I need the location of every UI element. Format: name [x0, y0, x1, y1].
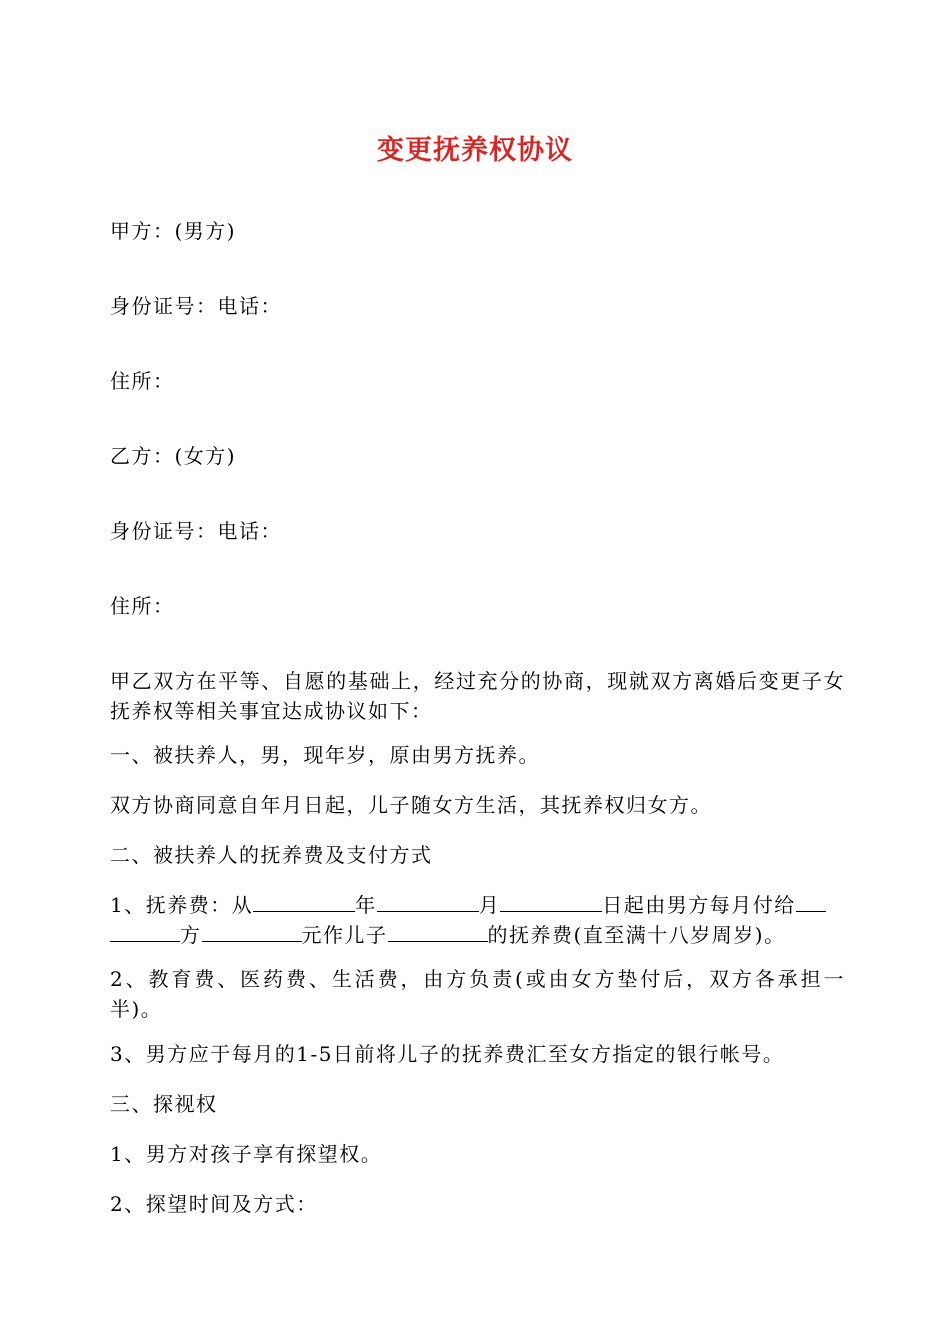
party-b-label: 乙方：(女方) [110, 444, 237, 468]
intro-paragraph: 甲乙双方在平等、自愿的基础上，经过充分的协商，现就双方离婚后变更子女抚养权等相关事宜达成协议如下： [110, 669, 845, 723]
item1-prefix: 1、抚养费：从 [110, 893, 254, 917]
section3-heading: 三、探视权 [110, 1092, 218, 1116]
section2-item2: 2、教育费、医药费、生活费，由方负责(或由女方垫付后，双方各承担一半)。 [110, 967, 845, 1021]
party-a-id-phone: 身份证号：电话： [110, 294, 282, 318]
party-a-address: 住所： [110, 369, 175, 393]
blank-payee-1[interactable] [796, 891, 826, 912]
item1-day: 日起由男方每月付给 [602, 893, 796, 917]
blank-day[interactable] [500, 891, 602, 912]
party-a-label: 甲方：(男方) [110, 219, 237, 243]
item1-year: 年 [355, 893, 377, 917]
item1-yuan: 元作儿子 [301, 923, 388, 947]
section3-item2: 2、探望时间及方式： [110, 1192, 318, 1216]
blank-payee-2[interactable] [110, 921, 180, 942]
blank-child[interactable] [388, 921, 488, 942]
blank-year[interactable] [253, 891, 355, 912]
section1-body: 双方协商同意自年月日起，儿子随女方生活，其抚养权归女方。 [110, 793, 712, 817]
item1-month: 月 [478, 893, 501, 917]
party-b-id-phone: 身份证号：电话： [110, 519, 282, 543]
section2-item1 [110, 890, 845, 950]
section3-item1: 1、男方对孩子享有探望权。 [110, 1142, 383, 1166]
document-title: 变更抚养权协议 [377, 135, 573, 166]
blank-month[interactable] [377, 891, 479, 912]
section1-heading: 一、被扶养人，男，现年岁，原由男方抚养。 [110, 743, 540, 767]
item1-side: 方 [180, 923, 202, 947]
section2-item3: 3、男方应于每月的1-5日前将儿子的抚养费汇至女方指定的银行帐号。 [110, 1042, 785, 1066]
party-b-address: 住所： [110, 594, 175, 618]
blank-amount[interactable] [202, 921, 302, 942]
section2-heading: 二、被扶养人的抚养费及支付方式 [110, 843, 433, 867]
item1-end: 的抚养费(直至满十八岁周岁)。 [487, 923, 786, 947]
